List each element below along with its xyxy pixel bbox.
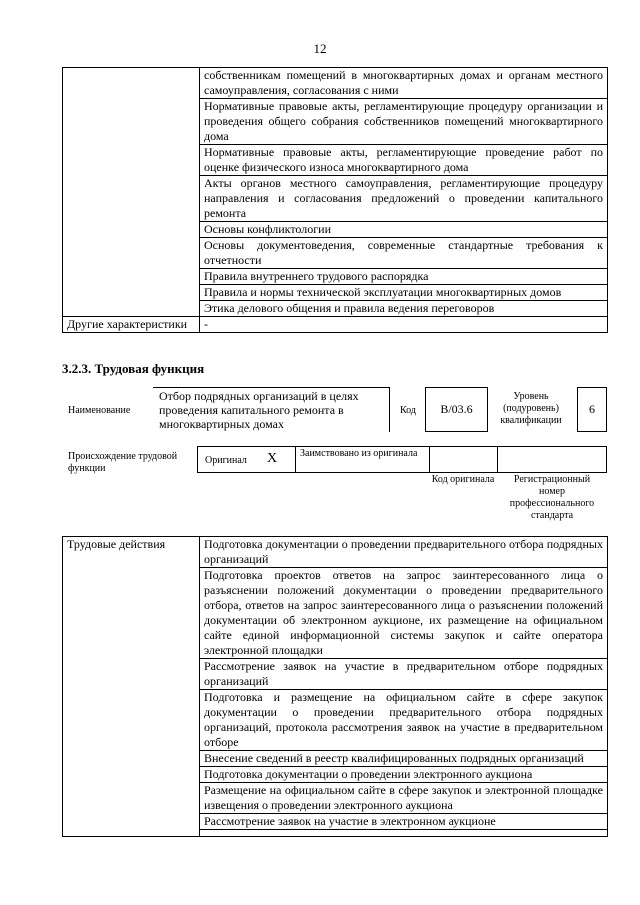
divider bbox=[497, 446, 498, 473]
origin-label: Происхождение трудовой функции bbox=[68, 451, 178, 474]
table-cell: Подготовка и размещение на официальном сайте в сфере закупок документации о проведении предварительного отбора подрядных организаций, протокола рассмотрения заявок на участие в предварительном отборе bbox=[200, 690, 608, 751]
code-label: Код bbox=[400, 405, 416, 416]
table-row bbox=[63, 537, 608, 568]
table-cell: Рассмотрение заявок на участие в электронном аукционе bbox=[200, 814, 608, 830]
code-value: В/03.6 bbox=[440, 402, 473, 416]
table-cell: собственникам помещений в многоквартирных домах и органам местного самоуправления, согласования с ними bbox=[200, 68, 608, 99]
table-cell: Правила внутреннего трудового распорядка bbox=[200, 269, 608, 285]
table-row bbox=[63, 317, 608, 333]
level-value: 6 bbox=[589, 402, 595, 416]
table-cell: Рассмотрение заявок на участие в предварительном отборе подрядных организаций bbox=[200, 659, 608, 690]
borrowed-label: Заимствовано из оригинала bbox=[300, 448, 418, 459]
other-characteristics-value: - bbox=[200, 317, 608, 333]
table-cell: Нормативные правовые акты, регламентирующие процедуру организации и проведения общего собрания собственников помещений многоквартирного дома bbox=[200, 99, 608, 145]
table-cell: Нормативные правовые акты, регламентирующие проведение работ по оценке физического износа многоквартирного дома bbox=[200, 145, 608, 176]
table-cell: Размещение на официальном сайте в сфере закупок и электронной площадке извещения о проведении электронного аукциона bbox=[200, 783, 608, 814]
divider bbox=[429, 446, 430, 473]
table-cell: Акты органов местного самоуправления, регламентирующие процедуру направления и согласования предложений о проведении капитального ремонта bbox=[200, 176, 608, 222]
table-cell: Этика делового общения и правила ведения переговоров bbox=[200, 301, 608, 317]
origin-code-label: Код оригинала bbox=[431, 474, 495, 485]
table-cell: Основы конфликтологии bbox=[200, 222, 608, 238]
table-cell: Основы документоведения, современные стандартные требования к отчетности bbox=[200, 238, 608, 269]
table-cell-left bbox=[63, 68, 200, 317]
actions-title: Трудовые действия bbox=[63, 537, 200, 837]
other-characteristics-label: Другие характеристики bbox=[63, 317, 200, 333]
table-cell-empty bbox=[200, 830, 608, 837]
name-value: Отбор подрядных организаций в целях проведения капитального ремонта в многоквартирных домах bbox=[159, 389, 359, 431]
table-cell: Подготовка документации о проведении электронного аукциона bbox=[200, 767, 608, 783]
page-number: 12 bbox=[313, 41, 327, 56]
table-cell: Подготовка документации о проведении предварительного отбора подрядных организаций bbox=[200, 537, 608, 568]
section-title: 3.2.3. Трудовая функция bbox=[62, 361, 205, 376]
name-label: Наименование bbox=[68, 405, 131, 416]
divider bbox=[295, 446, 296, 473]
table-cell: Подготовка проектов ответов на запрос заинтересованного лица о разъяснении положений документации о проведении предварительного отбора, ответов на запрос заинтересованного лица о разъяснении положений документации об электронном аукционе, их размещение на официальном сайте единой информационной системы закупок и сайте оператора электронной площадки bbox=[200, 568, 608, 659]
actions-table bbox=[62, 536, 608, 837]
level-label: Уровень (подуровень) квалификации bbox=[500, 391, 562, 426]
knowledge-table bbox=[62, 67, 608, 333]
table-cell: Внесение сведений в реестр квалифицированных подрядных организаций bbox=[200, 751, 608, 767]
original-mark: X bbox=[267, 451, 278, 466]
table-row bbox=[63, 68, 608, 99]
original-label: Оригинал bbox=[205, 455, 247, 466]
table-cell: Правила и нормы технической эксплуатации многоквартирных домов bbox=[200, 285, 608, 301]
reg-number-label: Регистрационный номер профессионального стандарта bbox=[509, 474, 595, 521]
